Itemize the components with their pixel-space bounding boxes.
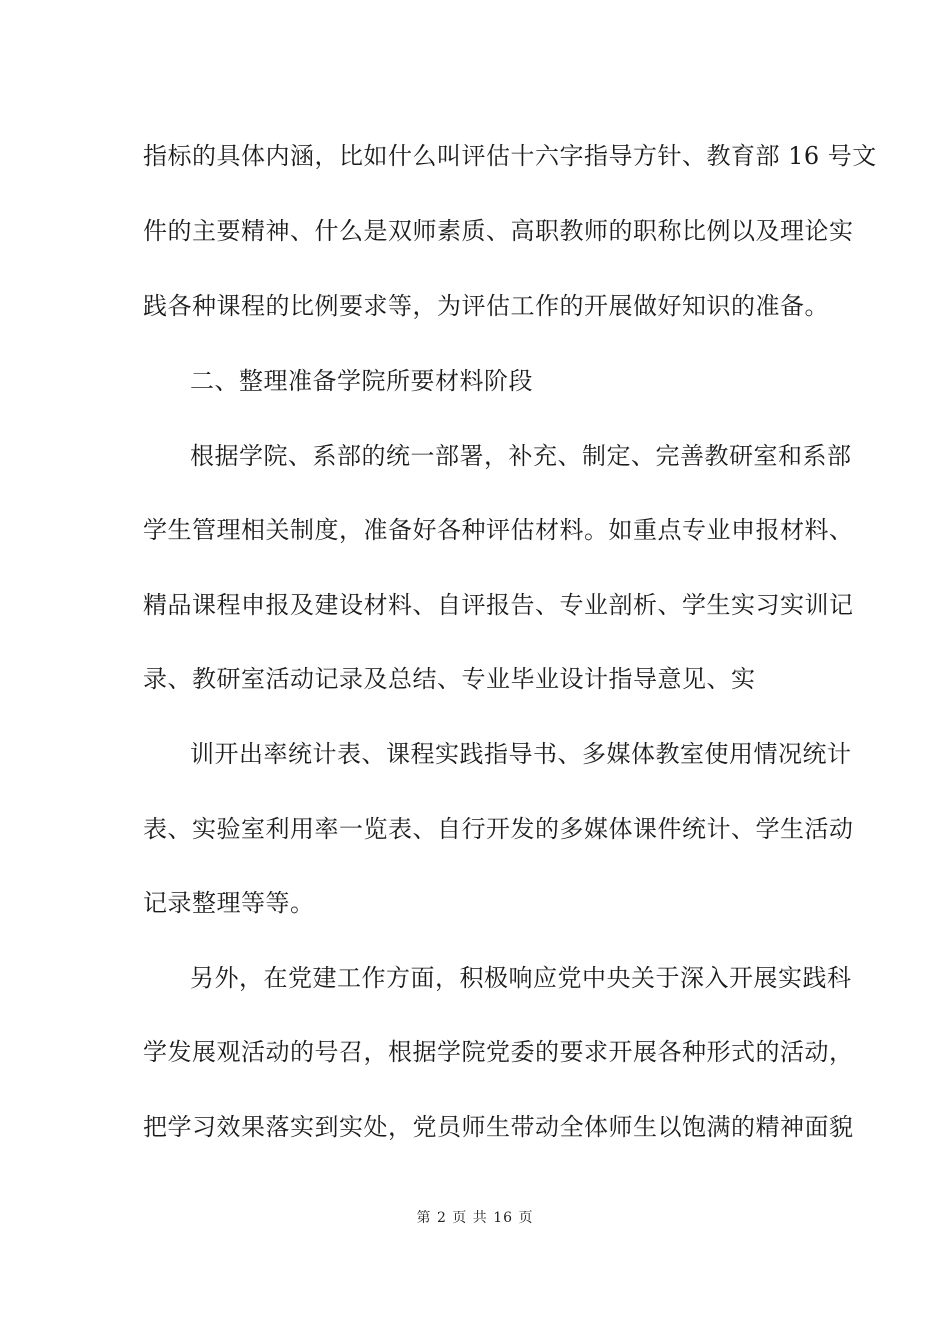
paragraph-line: 训开出率统计表、课程实践指导书、多媒体教室使用情况统计 [190,740,852,768]
paragraph-line: 精品课程申报及建设材料、自评报告、专业剖析、学生实习实训记 [143,591,854,619]
paragraph-line: 践各种课程的比例要求等，为评估工作的开展做好知识的准备。 [143,292,829,320]
paragraph-line: 指标的具体内涵，比如什么叫评估十六字指导方针、教育部 16 号文 [143,142,877,170]
section-heading: 二、整理准备学院所要材料阶段 [190,367,533,395]
paragraph-line: 表、实验室利用率一览表、自行开发的多媒体课件统计、学生活动 [143,815,854,843]
paragraph-line: 记录整理等等。 [143,889,315,917]
paragraph-line: 学发展观活动的号召，根据学院党委的要求开展各种形式的活动， [143,1038,854,1066]
paragraph-line: 件的主要精神、什么是双师素质、高职教师的职称比例以及理论实 [143,217,854,245]
paragraph-line: 学生管理相关制度，准备好各种评估材料。如重点专业申报材料、 [143,516,854,544]
paragraph-line: 录、教研室活动记录及总结、专业毕业设计指导意见、实 [143,665,756,693]
paragraph-line: 另外，在党建工作方面，积极响应党中央关于深入开展实践科 [190,964,852,992]
paragraph-line: 根据学院、系部的统一部署，补充、制定、完善教研室和系部 [190,442,852,470]
paragraph-line: 把学习效果落实到实处，党员师生带动全体师生以饱满的精神面貌 [143,1113,854,1141]
page-number-footer: 第 2 页 共 16 页 [416,1210,534,1226]
